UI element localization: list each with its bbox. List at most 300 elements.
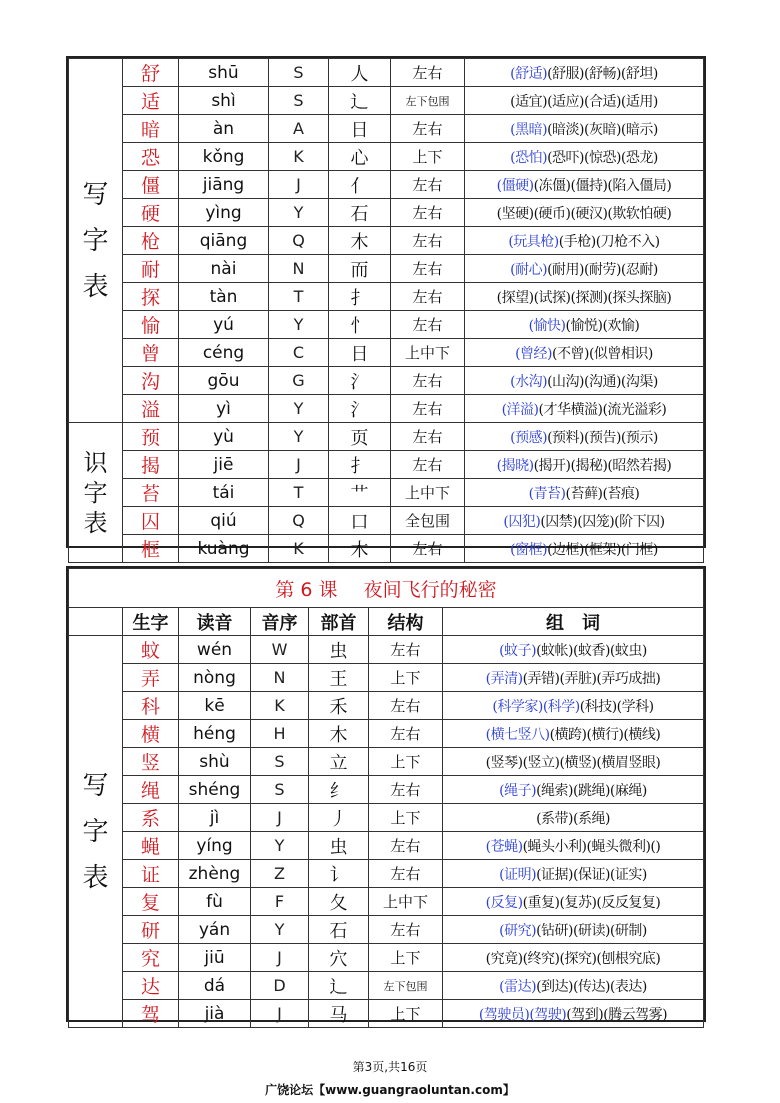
word-list — [443, 720, 704, 748]
character: 枪 — [123, 227, 179, 255]
table-row — [69, 804, 704, 832]
character: 科 — [123, 692, 179, 720]
highlighted-words: (舒适) — [510, 65, 548, 82]
structure: 左右 — [391, 311, 465, 339]
other-words: (山沟)(沟通)(沟渠) — [547, 373, 658, 390]
pinyin: jì — [179, 804, 251, 832]
radical: 扌 — [329, 283, 391, 311]
structure: 左右 — [369, 776, 443, 804]
initial-letter: G — [269, 367, 329, 395]
word-list — [443, 776, 704, 804]
table-row — [69, 748, 704, 776]
pinyin: yán — [179, 916, 251, 944]
header-blank — [69, 608, 123, 636]
table-row — [69, 664, 704, 692]
table-row — [69, 115, 704, 143]
radical: 日 — [329, 339, 391, 367]
initial-letter: K — [251, 692, 309, 720]
character: 沟 — [123, 367, 179, 395]
highlighted-words: (证明) — [499, 866, 537, 883]
other-words: (究竟)(终究)(探究)(刨根究底) — [485, 950, 661, 967]
other-words: (蝇头小利)(蝇头微利)() — [522, 838, 661, 855]
character: 暗 — [123, 115, 179, 143]
structure: 左右 — [369, 916, 443, 944]
structure: 上下 — [369, 944, 443, 972]
initial-letter: N — [251, 664, 309, 692]
initial-letter: J — [269, 171, 329, 199]
radical: 虫 — [309, 636, 369, 664]
lesson-title — [69, 569, 704, 608]
lesson-6-table — [66, 566, 706, 1026]
other-words: (暗淡)(灰暗)(暗示) — [547, 121, 658, 138]
pinyin: kǒng — [179, 143, 269, 171]
initial-letter: S — [269, 59, 329, 87]
structure: 左右 — [391, 227, 465, 255]
structure: 左右 — [391, 199, 465, 227]
word-list — [465, 255, 704, 283]
table-row — [69, 479, 704, 507]
initial-letter: T — [269, 479, 329, 507]
radical: 氵 — [329, 395, 391, 423]
radical: 夂 — [309, 888, 369, 916]
word-list — [465, 451, 704, 479]
table-row — [69, 143, 704, 171]
initial-letter: J — [269, 451, 329, 479]
pinyin: jià — [179, 1000, 251, 1028]
table-row — [69, 507, 704, 535]
initial-letter: Y — [269, 395, 329, 423]
highlighted-words: (驾驶员)(驾驶) — [478, 1006, 567, 1023]
radical: 马 — [309, 1000, 369, 1028]
table-row — [69, 692, 704, 720]
other-words: (预料)(预告)(预示) — [547, 429, 658, 446]
character: 蚊 — [123, 636, 179, 664]
word-list — [465, 115, 704, 143]
header-radical: 部首 — [309, 608, 369, 636]
highlighted-words: (僵硬) — [496, 177, 534, 194]
character: 探 — [123, 283, 179, 311]
character: 达 — [123, 972, 179, 1000]
pinyin: dá — [179, 972, 251, 1000]
writing-table-label: 写 字 表 — [69, 636, 123, 1028]
word-list — [465, 395, 704, 423]
pinyin: jiē — [179, 451, 269, 479]
site-footer: 广饶论坛【www.guangraoluntan.com】 — [265, 1083, 515, 1097]
word-list — [443, 692, 704, 720]
table-row — [69, 171, 704, 199]
highlighted-words: (反复) — [485, 894, 523, 911]
initial-letter: N — [269, 255, 329, 283]
other-words: (边框)(框架)(门框) — [547, 541, 658, 558]
character: 驾 — [123, 1000, 179, 1028]
table-row — [69, 776, 704, 804]
structure: 上下 — [369, 1000, 443, 1028]
structure: 上下 — [369, 664, 443, 692]
pinyin: gōu — [179, 367, 269, 395]
pinyin: yì — [179, 395, 269, 423]
highlighted-words: (囚犯) — [503, 513, 541, 530]
highlighted-words: (水沟) — [510, 373, 548, 390]
radical: 人 — [329, 59, 391, 87]
radical: 艹 — [329, 479, 391, 507]
other-words: (手枪)(刀枪不入) — [558, 233, 660, 250]
word-list — [443, 636, 704, 664]
other-words: (绳索)(跳绳)(麻绳) — [536, 782, 647, 799]
structure: 左右 — [391, 535, 465, 563]
pinyin: yù — [179, 423, 269, 451]
highlighted-words: (恐怕) — [510, 149, 548, 166]
initial-letter: T — [269, 283, 329, 311]
structure: 左右 — [391, 283, 465, 311]
table-row — [69, 451, 704, 479]
highlighted-words: (弄清) — [485, 670, 523, 687]
table-row — [69, 199, 704, 227]
highlighted-words: (玩具枪) — [508, 233, 559, 250]
radical: 立 — [309, 748, 369, 776]
structure: 上中下 — [369, 888, 443, 916]
highlighted-words: (科学家)(科学) — [492, 698, 580, 715]
structure: 上中下 — [391, 339, 465, 367]
word-list — [443, 860, 704, 888]
other-words: (到达)(传达)(表达) — [536, 978, 647, 995]
pinyin: shéng — [179, 776, 251, 804]
radical: 辶 — [309, 972, 369, 1000]
initial-letter: W — [251, 636, 309, 664]
radical: 忄 — [329, 311, 391, 339]
initial-letter: S — [269, 87, 329, 115]
initial-letter: K — [269, 143, 329, 171]
table-row — [69, 339, 704, 367]
structure: 左右 — [391, 395, 465, 423]
table-row — [69, 888, 704, 916]
word-list — [443, 804, 704, 832]
structure: 左下包围 — [391, 87, 465, 115]
radical: 氵 — [329, 367, 391, 395]
word-list — [465, 535, 704, 563]
highlighted-words: (曾经) — [515, 345, 553, 362]
other-words: (适宜)(适应)(合适)(适用) — [510, 93, 658, 110]
structure: 左右 — [391, 115, 465, 143]
header-words: 组 词 — [443, 608, 704, 636]
initial-letter: Y — [269, 199, 329, 227]
table-row — [69, 1000, 704, 1028]
radical: 页 — [329, 423, 391, 451]
highlighted-words: (横七竖八) — [485, 726, 550, 743]
character: 适 — [123, 87, 179, 115]
pinyin: shù — [179, 748, 251, 776]
radical: 辶 — [329, 87, 391, 115]
initial-letter: Y — [251, 832, 309, 860]
initial-letter: H — [251, 720, 309, 748]
table-row — [69, 395, 704, 423]
other-words: (驾到)(腾云驾雾) — [566, 1006, 668, 1023]
table-row — [69, 227, 704, 255]
character: 僵 — [123, 171, 179, 199]
character: 研 — [123, 916, 179, 944]
initial-letter: Q — [269, 507, 329, 535]
character: 绳 — [123, 776, 179, 804]
structure: 上下 — [369, 748, 443, 776]
highlighted-words: (预感) — [510, 429, 548, 446]
word-list — [465, 479, 704, 507]
page-number: 第3页,共16页 — [352, 1060, 428, 1074]
structure: 左右 — [391, 367, 465, 395]
pinyin: jiū — [179, 944, 251, 972]
initial-letter: F — [251, 888, 309, 916]
radical: 木 — [329, 535, 391, 563]
initial-letter: K — [269, 535, 329, 563]
pinyin: wén — [179, 636, 251, 664]
structure: 左右 — [391, 451, 465, 479]
radical: 心 — [329, 143, 391, 171]
radical: 木 — [309, 720, 369, 748]
word-list — [443, 888, 704, 916]
word-list — [465, 311, 704, 339]
pinyin: àn — [179, 115, 269, 143]
word-list — [465, 143, 704, 171]
other-words: (揭开)(揭秘)(昭然若揭) — [533, 457, 672, 474]
table-row — [69, 87, 704, 115]
word-list — [465, 171, 704, 199]
word-list — [443, 748, 704, 776]
radical: 丿 — [309, 804, 369, 832]
other-words: (耐用)(耐劳)(忍耐) — [547, 261, 658, 278]
highlighted-words: (研究) — [499, 922, 537, 939]
radical: 口 — [329, 507, 391, 535]
initial-letter: S — [251, 776, 309, 804]
character: 溢 — [123, 395, 179, 423]
pinyin: kuàng — [179, 535, 269, 563]
character: 蝇 — [123, 832, 179, 860]
other-words: (囚禁)(囚笼)(阶下囚) — [540, 513, 665, 530]
pinyin: jiāng — [179, 171, 269, 199]
structure: 左右 — [369, 832, 443, 860]
initial-letter: Q — [269, 227, 329, 255]
lesson-number: 第 6 课 — [275, 578, 338, 601]
structure: 左右 — [369, 860, 443, 888]
header-char: 生字 — [123, 608, 179, 636]
pinyin: zhèng — [179, 860, 251, 888]
initial-letter: C — [269, 339, 329, 367]
table-1 — [68, 58, 704, 563]
pinyin: qiāng — [179, 227, 269, 255]
pinyin: shì — [179, 87, 269, 115]
highlighted-words: (黑暗) — [510, 121, 548, 138]
other-words: (钻研)(研读)(研制) — [536, 922, 647, 939]
initial-letter: D — [251, 972, 309, 1000]
pinyin: yíng — [179, 832, 251, 860]
other-words: (冻僵)(僵持)(陷入僵局) — [533, 177, 672, 194]
initial-letter: J — [251, 804, 309, 832]
character: 复 — [123, 888, 179, 916]
highlighted-words: (耐心) — [510, 261, 548, 278]
structure: 左右 — [369, 692, 443, 720]
radical: 禾 — [309, 692, 369, 720]
word-list — [465, 339, 704, 367]
radical: 讠 — [309, 860, 369, 888]
other-words: (探望)(试探)(探测)(探头探脑) — [496, 289, 672, 306]
highlighted-words: (蚊子) — [499, 642, 537, 659]
table-row — [69, 423, 704, 451]
table-row — [69, 59, 704, 87]
character: 预 — [123, 423, 179, 451]
other-words: (苔藓)(苔痕) — [565, 485, 640, 502]
table-row — [69, 720, 704, 748]
highlighted-words: (青苔) — [528, 485, 566, 502]
other-words: (重复)(复苏)(反反复复) — [522, 894, 661, 911]
character: 究 — [123, 944, 179, 972]
word-list — [443, 944, 704, 972]
table-row — [69, 311, 704, 339]
radical: 亻 — [329, 171, 391, 199]
other-words: (科技)(学科) — [579, 698, 654, 715]
word-list — [465, 367, 704, 395]
character: 愉 — [123, 311, 179, 339]
character-table-continued — [66, 56, 706, 561]
pinyin: yú — [179, 311, 269, 339]
structure: 左右 — [391, 59, 465, 87]
radical: 虫 — [309, 832, 369, 860]
table-row — [69, 367, 704, 395]
other-words: (恐吓)(惊恐)(恐龙) — [547, 149, 658, 166]
word-list — [443, 664, 704, 692]
highlighted-words: (窗框) — [510, 541, 548, 558]
highlighted-words: (愉快) — [528, 317, 566, 334]
word-list — [465, 423, 704, 451]
other-words: (竖琴)(竖立)(横竖)(横眉竖眼) — [485, 754, 661, 771]
character: 竖 — [123, 748, 179, 776]
pinyin: kē — [179, 692, 251, 720]
initial-letter: Y — [269, 423, 329, 451]
pinyin: héng — [179, 720, 251, 748]
pinyin: tái — [179, 479, 269, 507]
pinyin: shū — [179, 59, 269, 87]
pinyin: qiú — [179, 507, 269, 535]
radical: 石 — [309, 916, 369, 944]
highlighted-words: (揭晓) — [496, 457, 534, 474]
other-words: (不曾)(似曾相识) — [552, 345, 653, 362]
initial-letter: S — [251, 748, 309, 776]
structure: 上下 — [391, 143, 465, 171]
table-row — [69, 636, 704, 664]
structure: 左右 — [391, 171, 465, 199]
pinyin: tàn — [179, 283, 269, 311]
word-list — [443, 1000, 704, 1028]
radical: 扌 — [329, 451, 391, 479]
radical: 穴 — [309, 944, 369, 972]
structure: 左右 — [369, 720, 443, 748]
header-pinyin: 读音 — [179, 608, 251, 636]
highlighted-words: (绳子) — [499, 782, 537, 799]
table-row — [69, 535, 704, 563]
initial-letter: Y — [269, 311, 329, 339]
structure: 左右 — [369, 636, 443, 664]
word-list — [443, 916, 704, 944]
initial-letter: J — [251, 1000, 309, 1028]
other-words: (系带)(系绳) — [536, 810, 610, 827]
pinyin: céng — [179, 339, 269, 367]
word-list — [465, 87, 704, 115]
initial-letter: A — [269, 115, 329, 143]
other-words: (横跨)(横行)(横线) — [549, 726, 661, 743]
writing-table-label: 写 字 表 — [69, 59, 123, 423]
table-row — [69, 860, 704, 888]
radical: 纟 — [309, 776, 369, 804]
header-letter: 音序 — [251, 608, 309, 636]
highlighted-words: (雷达) — [499, 978, 537, 995]
structure: 上中下 — [391, 479, 465, 507]
reading-table-label: 识 字 表 — [69, 423, 123, 563]
table-row — [69, 283, 704, 311]
other-words: (弄错)(弄脏)(弄巧成拙) — [522, 670, 661, 687]
table-row — [69, 944, 704, 972]
character: 硬 — [123, 199, 179, 227]
other-words: (蚊帐)(蚊香)(蚊虫) — [536, 642, 647, 659]
character: 弄 — [123, 664, 179, 692]
radical: 而 — [329, 255, 391, 283]
table-row — [69, 832, 704, 860]
pinyin: yìng — [179, 199, 269, 227]
structure: 左下包围 — [369, 972, 443, 1000]
character: 证 — [123, 860, 179, 888]
character: 苔 — [123, 479, 179, 507]
word-list — [465, 227, 704, 255]
lesson-name: 夜间飞行的秘密 — [363, 578, 497, 601]
character: 恐 — [123, 143, 179, 171]
character: 舒 — [123, 59, 179, 87]
character: 系 — [123, 804, 179, 832]
table-row — [69, 255, 704, 283]
radical: 石 — [329, 199, 391, 227]
structure: 左右 — [391, 423, 465, 451]
other-words: (证据)(保证)(证实) — [536, 866, 647, 883]
highlighted-words: (洋溢) — [501, 401, 539, 418]
word-list — [465, 199, 704, 227]
structure: 上下 — [369, 804, 443, 832]
pinyin: fù — [179, 888, 251, 916]
radical: 王 — [309, 664, 369, 692]
pinyin: nòng — [179, 664, 251, 692]
radical: 日 — [329, 115, 391, 143]
character: 曾 — [123, 339, 179, 367]
other-words: (才华横溢)(流光溢彩) — [538, 401, 667, 418]
other-words: (愉悦)(欢愉) — [565, 317, 640, 334]
highlighted-words: (苍蝇) — [485, 838, 523, 855]
radical: 木 — [329, 227, 391, 255]
pinyin: nài — [179, 255, 269, 283]
other-words: (舒服)(舒畅)(舒坦) — [547, 65, 658, 82]
word-list — [465, 283, 704, 311]
structure: 全包围 — [391, 507, 465, 535]
initial-letter: J — [251, 944, 309, 972]
character: 耐 — [123, 255, 179, 283]
word-list — [443, 832, 704, 860]
table-row — [69, 972, 704, 1000]
word-list — [465, 59, 704, 87]
initial-letter: Y — [251, 916, 309, 944]
character: 框 — [123, 535, 179, 563]
word-list — [443, 972, 704, 1000]
table-row — [69, 916, 704, 944]
initial-letter: Z — [251, 860, 309, 888]
header-structure: 结构 — [369, 608, 443, 636]
character: 揭 — [123, 451, 179, 479]
other-words: (坚硬)(硬币)(硬汉)(欺软怕硬) — [496, 205, 672, 222]
word-list — [465, 507, 704, 535]
structure: 左右 — [391, 255, 465, 283]
character: 囚 — [123, 507, 179, 535]
character: 横 — [123, 720, 179, 748]
